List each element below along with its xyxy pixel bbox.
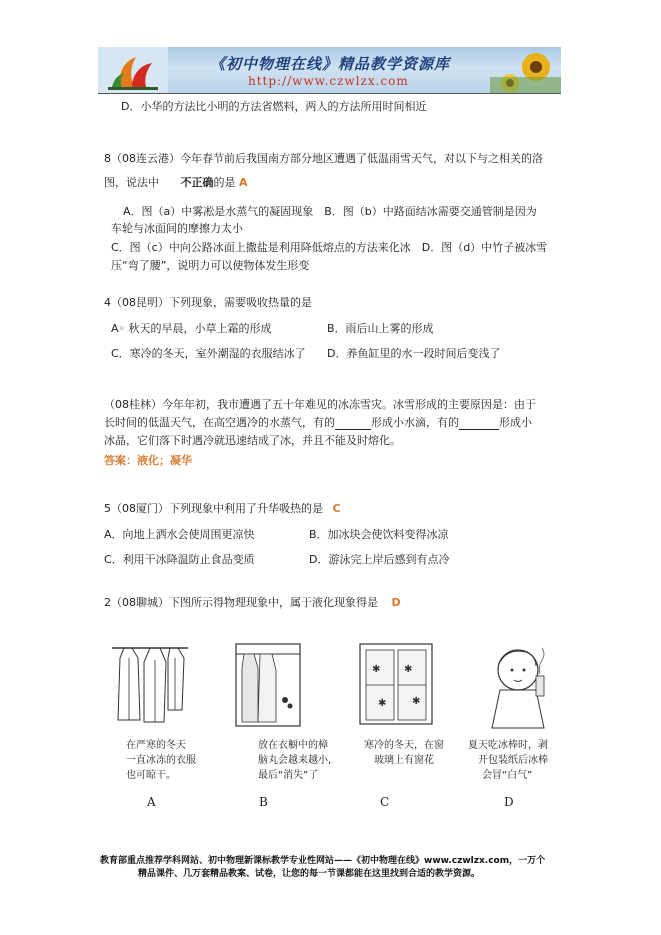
picture-b-caption: 放在衣橱中的樟 脑丸会越来越小, 最后“消失”了 xyxy=(258,740,332,781)
q5-option-a: A．向地上洒水会使周围更凉快 xyxy=(104,528,255,541)
footer-line1: 教育部重点推荐学科网站、初中物理新课标教学专业性网站——《初中物理在线》www.czwlzx.com，一万个 xyxy=(100,856,546,866)
footer-line2: 精品课件、几万套精品教案、试卷，让您的每一节课都能在这里找到合适的教学资源。 xyxy=(138,869,481,879)
header-divider xyxy=(98,93,561,94)
q4-option-a: A◦ 秋天的早晨，小草上霜的形成 xyxy=(111,322,272,335)
q4-option-c: C．寒冷的冬天，室外潮湿的衣服结冰了 xyxy=(111,347,306,360)
guilin-line2-part2: 形成小水滴，有的 xyxy=(371,416,459,429)
picture-a-frozen-clothes xyxy=(110,640,190,730)
q5-option-b: B．加冰块会使饮料变得冰凉 xyxy=(309,528,449,541)
svg-text:✱: ✱ xyxy=(412,696,421,707)
guilin-line2 xyxy=(104,416,532,430)
picture-c-frosted-window xyxy=(356,640,436,730)
q8-stem-part1: 图，说法中 xyxy=(104,176,159,189)
guilin-blank-2 xyxy=(459,418,499,430)
q5-answer: C xyxy=(332,502,341,515)
picture-b-letter: B xyxy=(259,795,268,809)
picture-d-caption: 夏天吃冰棒时，剥 开包装纸后冰棒 会冒“白气” xyxy=(468,740,548,781)
svg-text:✱: ✱ xyxy=(404,664,413,675)
q8-stem-emphasis: 不正确 xyxy=(180,176,214,189)
q2-answer: D xyxy=(391,596,401,609)
header-banner xyxy=(98,47,561,93)
svg-text:✱: ✱ xyxy=(372,664,381,675)
q4-option-b: B．雨后山上雾的形成 xyxy=(327,322,434,335)
q2-stem xyxy=(104,596,401,610)
guilin-line2-part3: 形成小 xyxy=(499,416,532,429)
guilin-line2-part1: 长时间的低温天气，在高空遇冷的水蒸气，有的 xyxy=(104,416,335,429)
banner-url[interactable]: http://www.czwlzx.com xyxy=(248,74,409,88)
q8-stem-part3: 的是 xyxy=(213,176,236,189)
q5-option-d: D．游泳完上岸后感到有点冷 xyxy=(309,553,450,566)
guilin-answer: 答案：液化；凝华 xyxy=(104,454,192,467)
q8-option-c-line1: C．图（c）中向公路冰面上撒盐是利用降低熔点的方法来化冰 D．图（d）中竹子被冰雪 xyxy=(111,241,548,254)
q8-option-a-line2: 车轮与冰面间的摩擦力太小 xyxy=(111,222,243,235)
q8-option-a-line1: A．图（a）中雾凇是水蒸气的凝固现象 B．图（b）中路面结冰需要交通管制是因为 xyxy=(123,205,537,218)
guilin-line3: 冰晶，它们落下时遇冷就迅速结成了冰，并且不能及时熔化。 xyxy=(104,434,401,447)
q8-answer: A xyxy=(239,176,248,189)
q5-stem xyxy=(104,502,341,516)
prev-option-d: D．小华的方法比小明的方法省燃料，两人的方法所用时间相近 xyxy=(121,100,427,113)
picture-a-letter: A xyxy=(147,795,156,809)
q8-stem-line2 xyxy=(104,176,248,190)
q2-stem-text: 2（08聊城）下图所示得物理现象中，属于液化现象得是 xyxy=(104,596,378,609)
picture-d-letter: D xyxy=(504,795,514,809)
banner-title: 《初中物理在线》精品教学资源库 xyxy=(210,55,451,73)
q5-stem-text: 5（08厦门）下列现象中利用了升华吸热的是 xyxy=(104,502,323,515)
q8-stem-line1: 8（08连云港）今年春节前后我国南方部分地区遭遇了低温雨雪天气，对以下与之相关的洛 xyxy=(104,152,543,165)
q8-option-c-line2: 压“弯了腰”，说明力可以使物体发生形变 xyxy=(111,259,310,272)
q4-option-d: D．养鱼缸里的水一段时间后变浅了 xyxy=(327,347,501,360)
svg-text:✱: ✱ xyxy=(378,698,387,709)
picture-c-caption: 寒冷的冬天，在窗 玻璃上有窗花 xyxy=(364,740,444,766)
picture-a-caption: 在严寒的冬天 一直冰冻的衣服 也可晾干。 xyxy=(126,740,196,781)
q5-option-c: C．利用干冰降温防止食品变质 xyxy=(104,553,255,566)
picture-b-wardrobe xyxy=(230,640,310,730)
picture-d-boy-ice-pop xyxy=(478,640,558,730)
q4-stem: 4（08昆明）下列现象，需要吸收热量的是 xyxy=(104,296,312,309)
guilin-blank-1 xyxy=(335,418,371,430)
picture-c-letter: C xyxy=(380,795,390,809)
guilin-line1: （08桂林）今年年初，我市遭遇了五十年难见的冰冻雪灾。冰雪形成的主要原因是：由于 xyxy=(104,398,536,411)
